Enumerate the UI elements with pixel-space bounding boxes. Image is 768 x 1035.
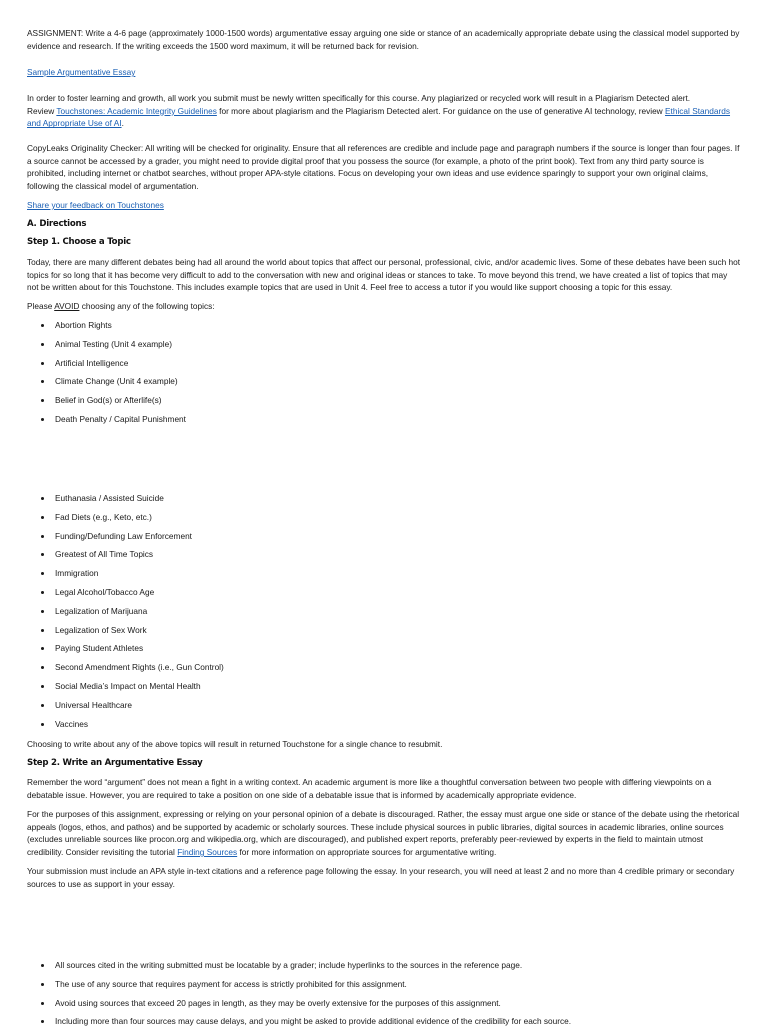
sample-essay-row <box>27 66 741 79</box>
topic-item: Second Amendment Rights (i.e., Gun Control) <box>27 662 224 681</box>
p2-text-before: For the purposes of this assignment, expressing or relying on your personal opinion of a debate is discouraged. Rather, the essay must argue one side or stance of the debate using the rhetorical appeals (logos, ethos, and pathos) and be supported by academic or scholarly sources. These include physical sources in public libraries, digital sources in academic libraries, online sources (excludes unreliable sources like procon.org and wikipedia.org, which are discouraged), and published expert reports, preferably peer-reviewed by experts in the field to maintain utmost credibility. Consider revisiting the tutorial <box>27 809 740 858</box>
topic-item: Legal Alcohol/Tobacco Age <box>27 587 224 606</box>
review-middle: for more about plagiarism and the Plagiarism Detected alert. For guidance on the use of generative AI technology, review <box>216 105 665 116</box>
step2-paragraph-1: Remember the word “argument” does not mean a fight in a writing context. An academic argument is more like a thoughtful conversation between two people with differing viewpoints on a debatable issue. However, you are required to take a position on one side of a debatable issue that is informed by academically appropriate evidence. <box>27 777 712 800</box>
integrity-review-line <box>27 105 741 130</box>
finding-sources-link[interactable]: Finding Sources <box>177 847 238 858</box>
step1-closing: Choosing to write about any of the above topics will result in returned Touchstone for a single chance to resubmit. <box>27 739 443 749</box>
topic-item: Climate Change (Unit 4 example) <box>27 376 186 395</box>
integrity-paragraph <box>27 92 741 130</box>
source-rule-item: All sources cited in the writing submitted must be locatable by a grader; include hyperlinks to the sources in the reference page. <box>27 960 571 979</box>
source-rule-item: Avoid using sources that exceed 20 pages in length, as they may be overly extensive for the purposes of this assignment. <box>27 998 571 1017</box>
topic-item: Immigration <box>27 568 224 587</box>
avoid-suffix: choosing any of the following topics: <box>79 301 215 311</box>
source-rule-item: Including more than four sources may cause delays, and you might be asked to provide additional evidence of the credibility for each source. <box>27 1016 571 1035</box>
feedback-row <box>27 199 741 212</box>
directions-heading: A. Directions <box>27 219 87 229</box>
step1-heading: Step 1. Choose a Topic <box>27 237 131 247</box>
source-rule-item: The use of any source that requires payment for access is strictly prohibited for this assignment. <box>27 979 571 998</box>
p2-text-after: for more information on appropriate sources for argumentative writing. <box>237 847 497 858</box>
topic-item: Fad Diets (e.g., Keto, etc.) <box>27 512 224 531</box>
integrity-line: In order to foster learning and growth, all work you submit must be newly written specifically for this course. Any plagiarized or recycled work will result in a Plagiarism Detected alert. <box>27 93 691 103</box>
topic-item: Animal Testing (Unit 4 example) <box>27 339 186 358</box>
avoid-prefix: Please <box>27 301 55 311</box>
topic-item: Universal Healthcare <box>27 700 224 719</box>
excluded-topics-list-1 <box>27 320 186 433</box>
topic-item: Legalization of Sex Work <box>27 625 224 644</box>
step2-heading: Step 2. Write an Argumentative Essay <box>27 758 203 768</box>
step1-intro: Today, there are many different debates being had all around the world about topics that affect our personal, professional, civic, and/or academic lives. Some of these debates have been such hot topics for so long that it has become very difficult to add to the conversation with new and original ideas or stances to take. To move beyond this trend, we have created a list of topics that may not be written about for this Touchstone. This includes example topics that are used in Unit 4. Feel free to access a tutor if you would like support choosing a topic for this essay. <box>27 257 741 293</box>
step2-paragraph-3: Your submission must include an APA style in-text citations and a reference page following the essay. In your research, you will need at least 2 and no more than 4 credible primary or secondary sources to use as support in your essay. <box>27 866 735 889</box>
review-prefix: Review <box>27 105 57 116</box>
topic-item: Belief in God(s) or Afterlife(s) <box>27 395 186 414</box>
sample-essay-link[interactable]: Sample Argumentative Essay <box>27 67 136 77</box>
topic-item: Paying Student Athletes <box>27 643 224 662</box>
step2-paragraph-2 <box>27 808 741 859</box>
review-end: . <box>121 118 124 129</box>
ethical-ai-link[interactable]: Ethical Standards and Appropriate Use of AI <box>27 105 731 129</box>
copyleaks-paragraph: CopyLeaks Originality Checker: All writing will be checked for originality. Ensure that all references are credible and include page and paragraph numbers if the source is longer than four pages. If a source cannot be accessed by a grader, you might need to provide digital proof that you possess the source (for example, a photo of the print book). Text from any third party source is prohibited, including internet or chatbot searches, without proper APA-style citations. Focus on developing your own ideas and use evidence sparingly to support your own original claims, following the classical model of argumentation. <box>27 143 740 192</box>
topic-item: Death Penalty / Capital Punishment <box>27 414 186 433</box>
excluded-topics-list-2 <box>27 493 224 737</box>
avoid-instruction <box>27 300 741 313</box>
topic-item: Artificial Intelligence <box>27 358 186 377</box>
topic-item: Vaccines <box>27 719 224 738</box>
feedback-link[interactable]: Share your feedback on Touchstones <box>27 200 164 210</box>
topic-item: Abortion Rights <box>27 320 186 339</box>
topic-item: Funding/Defunding Law Enforcement <box>27 531 224 550</box>
assignment-paragraph: ASSIGNMENT: Write a 4-6 page (approximately 1000-1500 words) argumentative essay arguing one side or stance of an academically appropriate debate using the classical model supported by evidence and research. If the writing exceeds the 1500 word maximum, it will be returned back for revision. <box>27 28 740 51</box>
topic-item: Social Media’s Impact on Mental Health <box>27 681 224 700</box>
topic-item: Euthanasia / Assisted Suicide <box>27 493 224 512</box>
avoid-word: AVOID <box>54 301 80 311</box>
topic-item: Greatest of All Time Topics <box>27 549 224 568</box>
topic-item: Legalization of Marijuana <box>27 606 224 625</box>
academic-integrity-link[interactable]: Touchstones: Academic Integrity Guidelines <box>56 105 217 116</box>
